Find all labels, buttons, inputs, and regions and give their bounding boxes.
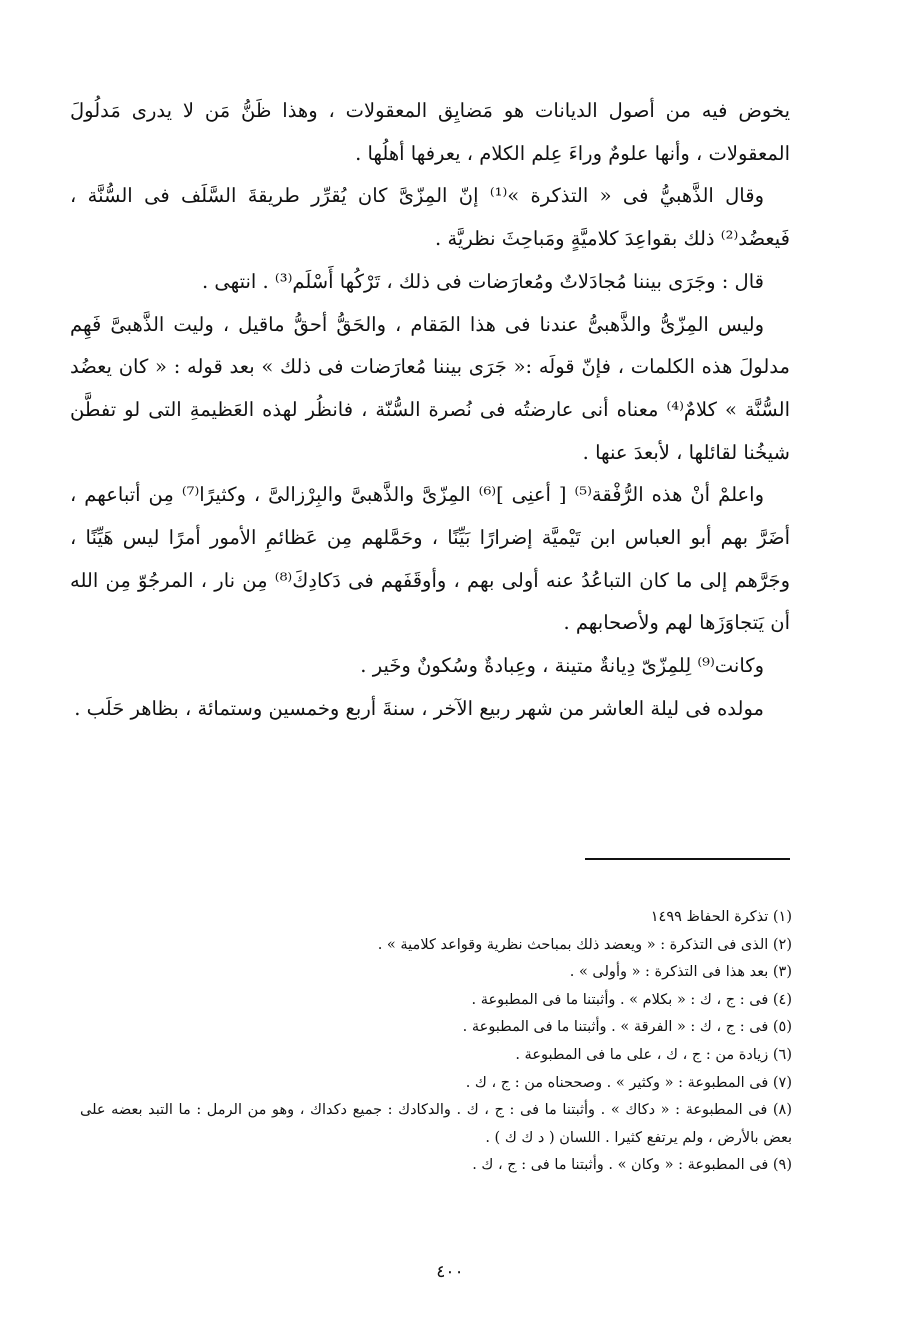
footnote-5: (٥) فى : ج ، ك : « الفرقة » . وأثبتنا ما فى المطبوعة . (462, 1019, 792, 1036)
paragraph-diyana: وكانت⁽⁹⁾ لِلمِزّىّ دِيانةٌ متينة ، وعِبادةٌ وسُكونٌ وخَير . (360, 654, 764, 678)
footnotes (80, 904, 792, 1180)
footnote-1: (١) تذكرة الحفاظ ١٤٩٩ (650, 909, 792, 925)
paragraph-commentary: وليس المِزّىُّ والذَّهبىُّ عندنا فى هذا المَقام ، والحَقُّ أحقُّ ماقيل ، وليت الذَّهبىَّ فَهِم مدلولَ هذه الكلمات ، فإنّ قولَه :« جَرَى بيننا مُعارَضات فى ذلك » بعد قوله : « كان يعضُد السُّنَّة » كلامٌ⁽⁴⁾ معناه أنى عارضتُه فى نُصرة السُّنّة ، فانظُر لهذه العَظيمةِ التى لو تفطَّن شيخُنا لقائلها ، لأبعدَ عنها . (70, 312, 791, 464)
footnote-divider (585, 858, 790, 860)
footnote-7: (٧) فى المطبوعة : « وكثير » . وصححناه من : ج ، ك . (465, 1074, 792, 1091)
paragraph-birth: مولده فى ليلة العاشر من شهر ربيع الآخر ، سنةَ أربع وخمسين وستمائة ، بظاهر حَلَب . (74, 696, 764, 720)
paragraph-continuation: يخوض فيه من أصول الديانات هو مَضايِق المعقولات ، وهذا ظَنُّ مَن لا يدرى مَدلُولَ المعقولات ، وأنها علومٌ وراءَ عِلم الكلام ، يعرفها أهلُها . (70, 99, 790, 165)
paragraph-dhahabi-tadhkira: وقال الذَّهبيُّ فى « التذكرة »⁽¹⁾ إنّ المِزّىَّ كان يُقرِّر طريقةَ السَّلَف فى السُّنَّة ، فَيعضُد⁽²⁾ ذلك بقواعِدَ كلاميَّةٍ ومَباحِثَ نظريَّة . (70, 184, 790, 251)
footnote-6: (٦) زيادة من : ج ، ك ، على ما فى المطبوعة . (515, 1046, 792, 1063)
main-text (70, 90, 790, 731)
footnote-4: (٤) فى : ج ، ك : « بكلام » . وأثبتنا ما فى المطبوعة . (471, 991, 792, 1008)
footnote-2: (٢) الذى فى التذكرة : « ويعضد ذلك بمباحث نظرية وقواعد كلامية » . (377, 936, 792, 953)
footnote-8: (٨) فى المطبوعة : « دكاك » . وأثبتنا ما فى : ج ، ك . والدكادك : جميع دكداك ، وهو من الرمل : ما التبد بعضه على بعض بالأرض ، ولم يرتفع كثيرا . اللسان ( د ك ك ) . (80, 1102, 792, 1146)
paragraph-rufqa: واعلمْ أنْ هذه الرُّفْقة⁽⁵⁾ [ أعنِى ]⁽⁶⁾ المِزّىَّ والذَّهبىَّ والبِرْزالىَّ ، وكثيرًا⁽⁷⁾ مِن أتباعهم ، أضَرَّ بهم أبو العباس ابن تَيْميَّة إضرارًا بَيِّنًا ، وحَمَّلهم مِن عَظائمِ الأمور أمرًا ليس هَيِّنًا ، وجَرَّهم إلى ما كان التباعُدُ عنه أولى بهم ، وأوقَفَهم فى دَكادِكَ⁽⁸⁾ مِن نار ، المرجُوّ مِن الله أن يَتجاوَزَها لهم ولأصحابهم . (70, 483, 790, 635)
footnote-9: (٩) فى المطبوعة : « وكان » . وأثبتنا ما فى : ج ، ك . (472, 1157, 792, 1174)
page-number: ٤٠٠ (436, 1262, 464, 1282)
paragraph-mujadalat: قال : وجَرَى بيننا مُجادَلاتٌ ومُعارَضات فى ذلك ، تَرْكُها أَسْلَم⁽³⁾ . انتهى . (201, 269, 764, 293)
footnote-3: (٣) بعد هذا فى التذكرة : « وأولى » . (569, 964, 792, 981)
